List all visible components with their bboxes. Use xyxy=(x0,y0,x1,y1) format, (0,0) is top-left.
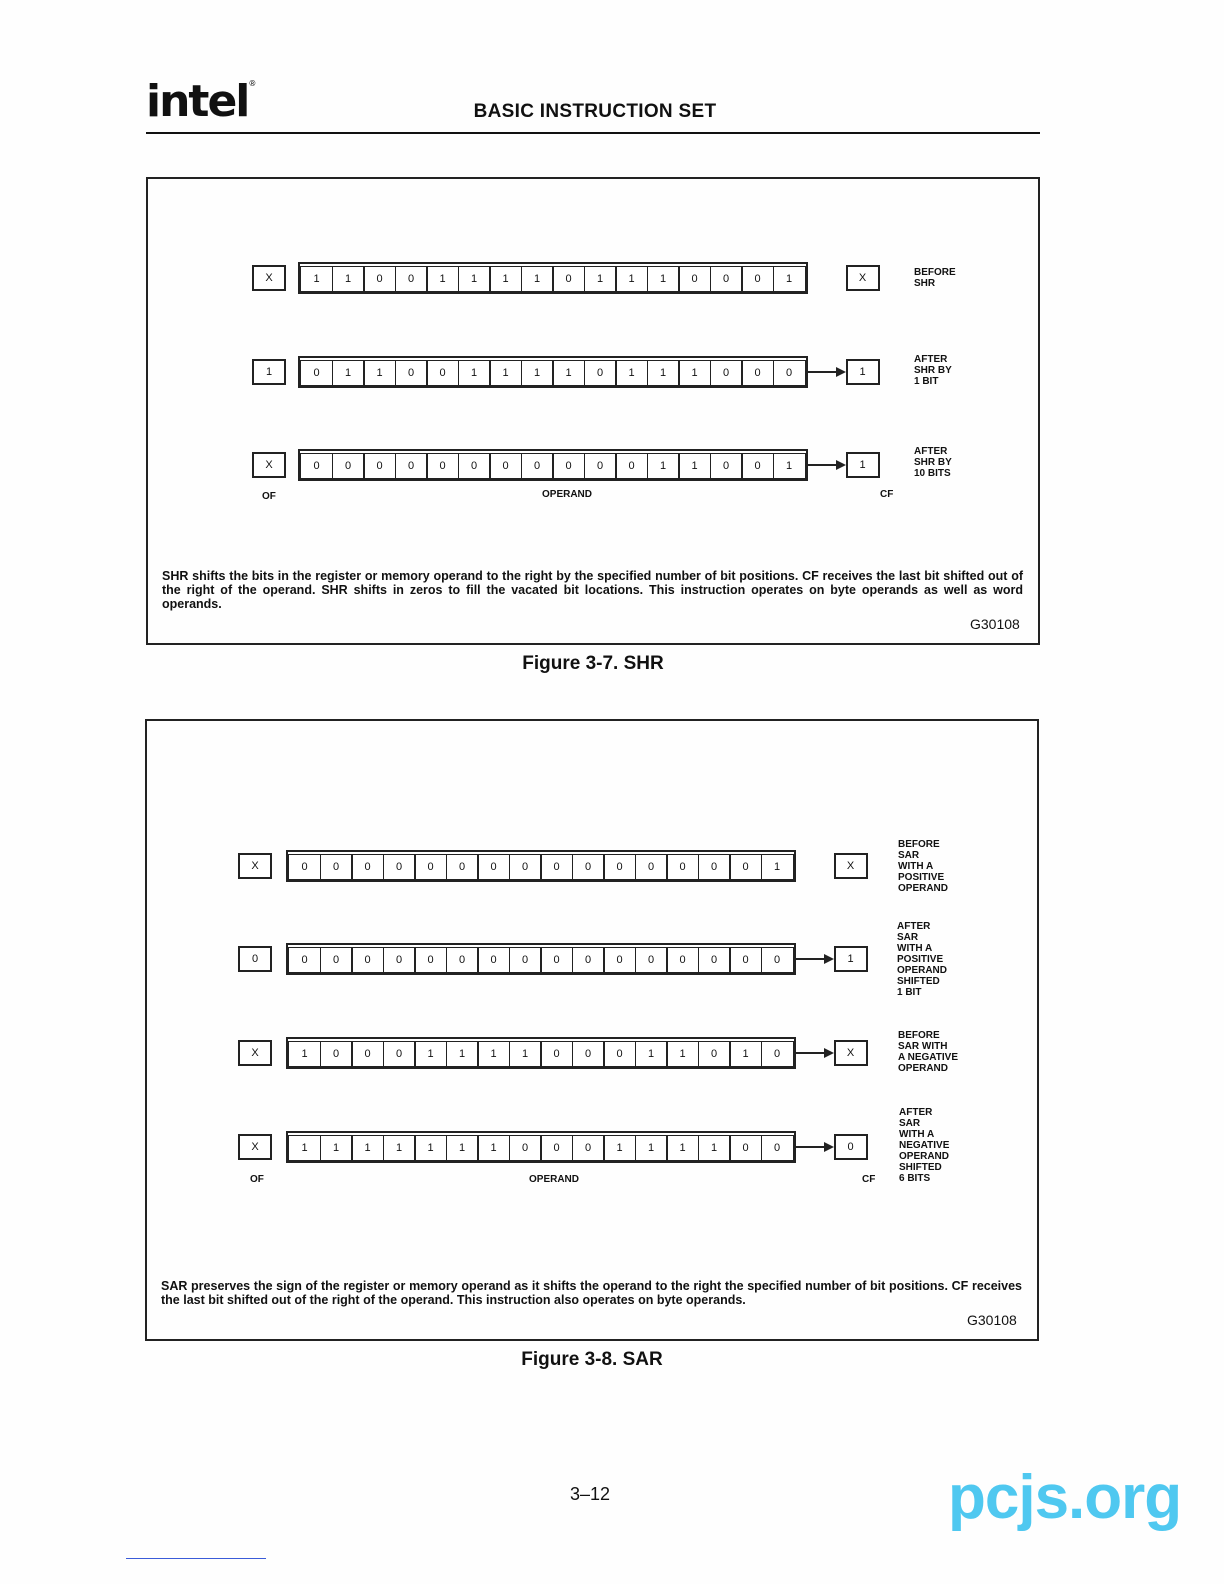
bit-cell: 0 xyxy=(741,266,774,292)
fig1-row-2 xyxy=(252,356,880,388)
bit-cell: 0 xyxy=(300,360,333,386)
bit-cell: 0 xyxy=(741,360,774,386)
cf-flag-box: 0 xyxy=(834,1134,868,1160)
page-number: 3–12 xyxy=(569,1484,611,1504)
bit-cell: 0 xyxy=(666,947,699,973)
bit-cell: 1 xyxy=(426,266,459,292)
bit-cell: 0 xyxy=(572,1135,605,1161)
bit-cell: 1 xyxy=(635,1041,668,1067)
bit-cell: 1 xyxy=(761,854,794,880)
bit-cell: 0 xyxy=(351,947,384,973)
of-flag-box: X xyxy=(252,265,286,291)
bit-cell: 1 xyxy=(647,453,680,479)
bit-cell: 0 xyxy=(635,947,668,973)
page-header-title: BASIC INSTRUCTION SET xyxy=(473,101,717,122)
of-flag-box: X xyxy=(252,452,286,478)
operand-register xyxy=(286,1037,796,1069)
bit-cell: 0 xyxy=(300,453,333,479)
fig2-row-1 xyxy=(238,850,868,882)
bit-cell: 1 xyxy=(521,266,554,292)
figure-code: G30108 xyxy=(970,616,1020,632)
bit-cell: 0 xyxy=(540,854,573,880)
fig2-row-4 xyxy=(238,1131,868,1163)
bit-cell: 1 xyxy=(584,266,617,292)
bit-cell: 0 xyxy=(426,453,459,479)
cf-label: CF xyxy=(862,1174,876,1185)
bit-cell: 0 xyxy=(761,947,794,973)
row-label: BEFORE SAR WITH A POSITIVE OPERAND xyxy=(898,839,949,894)
row-label: BEFORE SAR WITH A NEGATIVE OPERAND xyxy=(898,1030,959,1074)
of-label: OF xyxy=(250,1174,264,1185)
of-flag-box: 0 xyxy=(238,946,272,972)
operand-register xyxy=(286,1131,796,1163)
of-flag-box: X xyxy=(238,1040,272,1066)
bit-cell: 1 xyxy=(678,360,711,386)
bit-cell: 0 xyxy=(521,453,554,479)
bit-cell: 0 xyxy=(477,947,510,973)
row-label: BEFORE SHR xyxy=(914,267,956,289)
bit-cell: 0 xyxy=(603,947,636,973)
fig2-row-2 xyxy=(238,943,868,975)
shift-arrow-icon xyxy=(796,954,834,964)
bit-cell: 0 xyxy=(729,1135,762,1161)
bit-cell: 0 xyxy=(414,854,447,880)
bit-cell: 1 xyxy=(489,360,522,386)
bit-cell: 1 xyxy=(678,453,711,479)
bit-cell: 1 xyxy=(521,360,554,386)
bit-cell: 0 xyxy=(710,360,743,386)
shift-arrow-icon xyxy=(796,1142,834,1152)
bit-cell: 0 xyxy=(615,453,648,479)
cf-flag-box: 1 xyxy=(846,359,880,385)
bit-cell: 1 xyxy=(666,1041,699,1067)
bit-cell: 1 xyxy=(446,1041,479,1067)
bit-cell: 0 xyxy=(729,947,762,973)
operand-label: OPERAND xyxy=(529,1174,580,1185)
bit-cell: 0 xyxy=(446,947,479,973)
bit-cell: 1 xyxy=(615,360,648,386)
figure-code: G30108 xyxy=(967,1312,1017,1328)
bit-cell: 1 xyxy=(698,1135,731,1161)
bit-cell: 1 xyxy=(332,360,365,386)
bit-cell: 0 xyxy=(446,854,479,880)
watermark: pcjs.org xyxy=(948,1463,1182,1532)
bit-cell: 1 xyxy=(458,266,491,292)
bit-cell: 0 xyxy=(552,453,585,479)
bit-cell: 1 xyxy=(552,360,585,386)
operand-register xyxy=(286,943,796,975)
cf-flag-box: X xyxy=(834,853,868,879)
cf-label: CF xyxy=(880,489,894,500)
operand-register xyxy=(298,356,808,388)
fig1-row-1 xyxy=(252,262,880,294)
bit-cell: 1 xyxy=(288,1135,321,1161)
bit-cell: 0 xyxy=(351,854,384,880)
bit-cell: 0 xyxy=(603,1041,636,1067)
bit-cell: 0 xyxy=(635,854,668,880)
bit-cell: 1 xyxy=(647,266,680,292)
bit-cell: 1 xyxy=(666,1135,699,1161)
cf-flag-box: X xyxy=(846,265,880,291)
bit-cell: 0 xyxy=(509,854,542,880)
bit-cell: 0 xyxy=(698,1041,731,1067)
bit-cell: 0 xyxy=(540,1041,573,1067)
bit-cell: 0 xyxy=(426,360,459,386)
bit-cell: 1 xyxy=(603,1135,636,1161)
cf-flag-box: 1 xyxy=(846,452,880,478)
bit-cell: 1 xyxy=(300,266,333,292)
bit-cell: 1 xyxy=(773,266,806,292)
operand-register xyxy=(286,850,796,882)
bit-cell: 1 xyxy=(615,266,648,292)
bit-cell: 0 xyxy=(710,266,743,292)
operand-label: OPERAND xyxy=(542,489,593,500)
bit-cell: 0 xyxy=(363,453,396,479)
bit-cell: 0 xyxy=(395,453,428,479)
bit-cell: 1 xyxy=(320,1135,353,1161)
bit-cell: 0 xyxy=(320,854,353,880)
bit-cell: 1 xyxy=(446,1135,479,1161)
bit-cell: 1 xyxy=(477,1041,510,1067)
bit-cell: 0 xyxy=(540,1135,573,1161)
bit-cell: 0 xyxy=(351,1041,384,1067)
bit-cell: 1 xyxy=(729,1041,762,1067)
bit-cell: 0 xyxy=(395,266,428,292)
bit-cell: 0 xyxy=(458,453,491,479)
bit-cell: 1 xyxy=(288,1041,321,1067)
bit-cell: 0 xyxy=(320,1041,353,1067)
bit-cell: 0 xyxy=(540,947,573,973)
of-label: OF xyxy=(262,491,276,502)
bit-cell: 0 xyxy=(741,453,774,479)
intel-logo: intel® xyxy=(146,76,257,127)
shift-arrow-icon xyxy=(796,1048,834,1058)
of-flag-box: 1 xyxy=(252,359,286,385)
cf-flag-box: X xyxy=(834,1040,868,1066)
bit-cell: 0 xyxy=(678,266,711,292)
bit-cell: 0 xyxy=(761,1041,794,1067)
bit-cell: 1 xyxy=(635,1135,668,1161)
bit-cell: 1 xyxy=(383,1135,416,1161)
bit-cell: 0 xyxy=(414,947,447,973)
bit-cell: 1 xyxy=(773,453,806,479)
bit-cell: 0 xyxy=(477,854,510,880)
bit-cell: 1 xyxy=(489,266,522,292)
figure-title: Figure 3-7. SHR xyxy=(522,653,664,674)
bit-cell: 0 xyxy=(698,854,731,880)
bit-cell: 0 xyxy=(666,854,699,880)
bit-cell: 0 xyxy=(288,854,321,880)
figure-description: SHR shifts the bits in the register or memory operand to the right by the specified number of bit positions. CF receives the last bit shifted out of the right of the operand. SHR shifts in zeros to fill the vacated bit locations. This instruction operates on byte operands as well as word operands. xyxy=(162,569,1023,611)
bit-cell: 0 xyxy=(395,360,428,386)
bit-cell: 0 xyxy=(383,854,416,880)
row-label: AFTER SHR BY 1 BIT xyxy=(914,354,952,387)
bit-cell: 0 xyxy=(729,854,762,880)
figure-description: SAR preserves the sign of the register or memory operand as it shifts the operand to the right the specified number of bit positions. CF receives the last bit shifted out of the right of the operand. This instruction also operates on byte operands. xyxy=(161,1279,1022,1307)
bit-cell: 0 xyxy=(572,947,605,973)
bit-cell: 0 xyxy=(332,453,365,479)
of-flag-box: X xyxy=(238,1134,272,1160)
bit-cell: 0 xyxy=(761,1135,794,1161)
bit-cell: 1 xyxy=(363,360,396,386)
row-label: AFTER SAR WITH A POSITIVE OPERAND SHIFTED 1 BIT xyxy=(897,921,948,998)
bit-cell: 1 xyxy=(647,360,680,386)
bit-cell: 0 xyxy=(383,947,416,973)
bit-cell: 0 xyxy=(584,360,617,386)
bit-cell: 0 xyxy=(552,266,585,292)
bit-cell: 1 xyxy=(477,1135,510,1161)
bit-cell: 0 xyxy=(710,453,743,479)
bit-cell: 0 xyxy=(363,266,396,292)
bit-cell: 0 xyxy=(489,453,522,479)
bit-cell: 0 xyxy=(584,453,617,479)
cf-flag-box: 1 xyxy=(834,946,868,972)
operand-register xyxy=(298,449,808,481)
bit-cell: 0 xyxy=(509,947,542,973)
bit-cell: 1 xyxy=(414,1135,447,1161)
bit-cell: 0 xyxy=(773,360,806,386)
bit-cell: 1 xyxy=(414,1041,447,1067)
bit-cell: 0 xyxy=(509,1135,542,1161)
shift-arrow-icon xyxy=(808,367,846,377)
bit-cell: 1 xyxy=(509,1041,542,1067)
bit-cell: 0 xyxy=(288,947,321,973)
fig1-row-3 xyxy=(252,449,880,481)
bit-cell: 0 xyxy=(383,1041,416,1067)
bit-cell: 1 xyxy=(332,266,365,292)
row-label: AFTER SHR BY 10 BITS xyxy=(914,446,952,479)
footer-line xyxy=(126,1558,266,1559)
fig2-row-3 xyxy=(238,1037,868,1069)
bit-cell: 0 xyxy=(320,947,353,973)
bit-cell: 1 xyxy=(458,360,491,386)
bit-cell: 0 xyxy=(698,947,731,973)
bit-cell: 1 xyxy=(351,1135,384,1161)
bit-cell: 0 xyxy=(603,854,636,880)
bit-cell: 0 xyxy=(572,854,605,880)
bit-cell: 0 xyxy=(572,1041,605,1067)
figure-title: Figure 3-8. SAR xyxy=(521,1349,663,1370)
header-rule xyxy=(146,132,1040,134)
shift-arrow-icon xyxy=(808,460,846,470)
row-label: AFTER SAR WITH A NEGATIVE OPERAND SHIFTED 6 BITS xyxy=(899,1107,950,1184)
operand-register xyxy=(298,262,808,294)
of-flag-box: X xyxy=(238,853,272,879)
